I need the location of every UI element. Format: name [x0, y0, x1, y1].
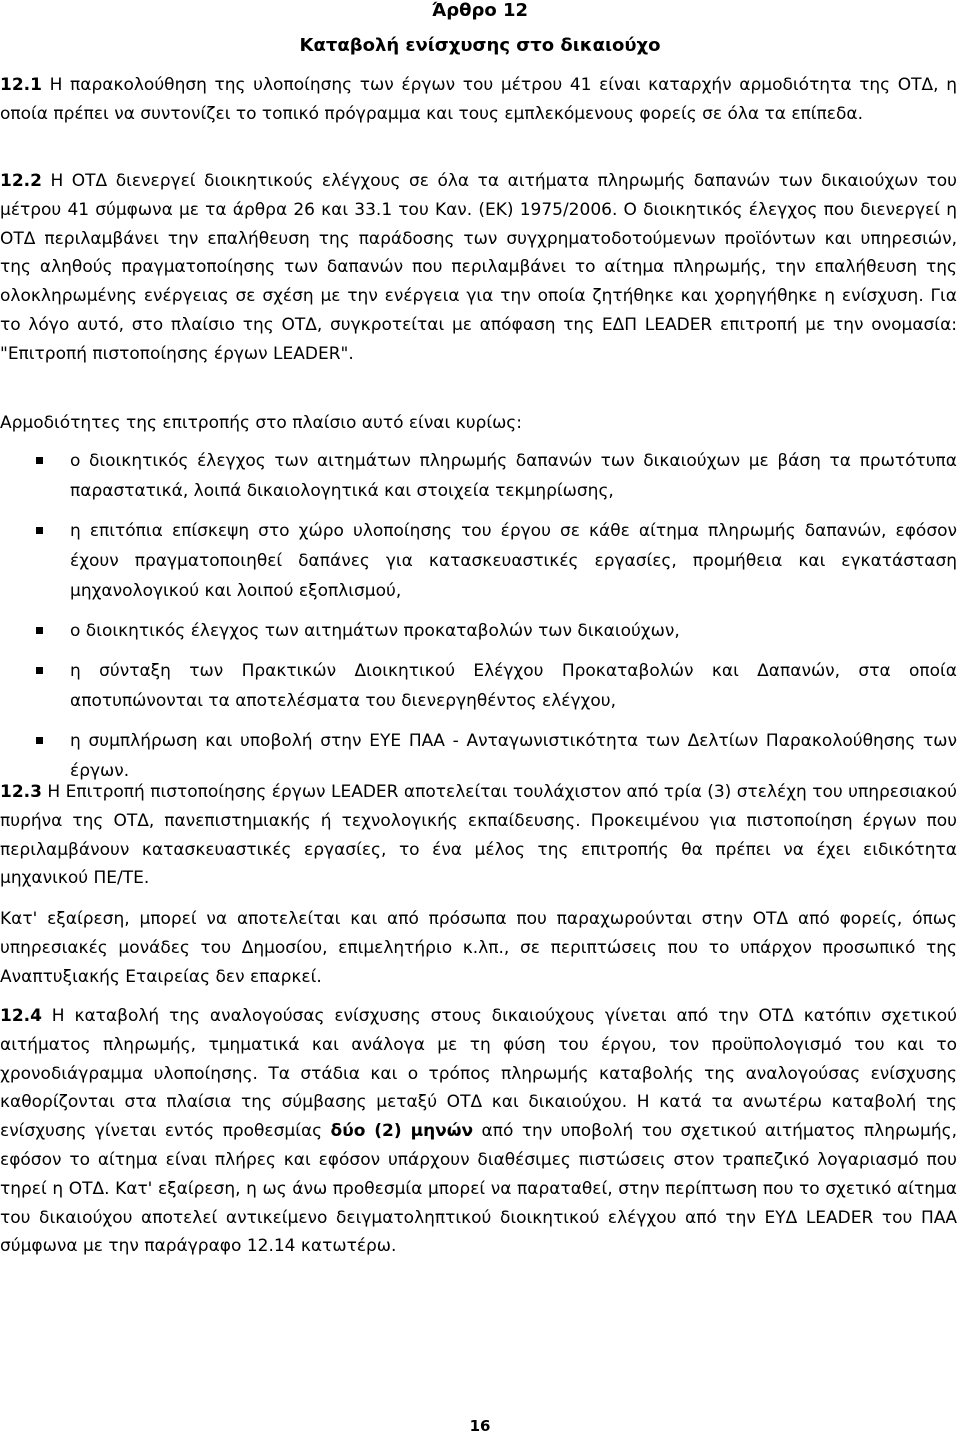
list-item: η σύνταξη των Πρακτικών Διοικητικού Ελέγχου Προκαταβολών και Δαπανών, στα οποία αποτυπώνονται τα αποτελέσματα του διενεργηθέντος ελέγχου,: [0, 656, 957, 716]
paragraph-text: Η Επιτροπή πιστοποίησης έργων LEADER αποτελείται τουλάχιστον από τρία (3) στελέχη του υπηρεσιακού πυρήνα της ΟΤΔ, πανεπιστημιακής ή τεχνολογικής εκπαίδευσης. Προκειμένου για πιστοποίηση έργων που περιλαμβάνουν κατασκευαστικές εργασίες, το ένα μέλος της επιτροπής θα πρέπει να έχει ειδικότητα μηχανικού ΠΕ/ΤΕ.: [0, 782, 957, 889]
article-subheading: Καταβολή ενίσχυσης στο δικαιούχο: [299, 35, 661, 56]
paragraph-text: από την υποβολή του σχετικού αιτήματος πληρωμής, εφόσον το αίτημα είναι πλήρες και εφόσον υπάρχουν διαθέσιμες πιστώσεις στον τραπεζικό λογαριασμό που τηρεί η ΟΤΔ. Κατ' εξαίρεση, η ως άνω προθεσμία μπορεί να παραταθεί, στην περίπτωση που το σχετικό αίτημα του δικαιούχου αποτελεί αντικείμενο δειγματοληπτικού διοικητικού ελέγχου από την ΕΥΔ LEADER του ΠΑΑ σύμφωνα με την παράγραφο 12.14 κατωτέρω.: [0, 1121, 958, 1257]
duties-intro: Αρμοδιότητες της επιτροπής στο πλαίσιο αυτό είναι κυρίως:: [0, 413, 523, 433]
bullet-square-icon: [36, 527, 43, 534]
duties-list: [0, 446, 957, 786]
paragraph-12-3: [0, 778, 957, 893]
paragraph-text: Η καταβολή της αναλογούσας ενίσχυσης στους δικαιούχους γίνεται από την ΟΤΔ κατόπιν σχετικού αιτήματος πληρωμής, τμηματικά και ανάλογα με τη φύση του έργου, τον προϋπολογισμό του και το χρονοδιάγραμμα υλοποίησης. Τα στάδια και ο τρόπος πληρωμής καταβολής της αναλογούσας ενίσχυσης καθορίζονται στα πλαίσια της σύμβασης μεταξύ ΟΤΔ και δικαιούχου. Η κατά τα ανωτέρω καταβολή της ενίσχυσης γίνεται εντός προθεσμίας: [0, 1006, 957, 1142]
page-number: 16: [469, 1417, 491, 1435]
bullet-square-icon: [36, 457, 43, 464]
paragraph-number: 12.2: [0, 171, 42, 191]
paragraph-number: 12.3: [0, 782, 42, 802]
bullet-square-icon: [36, 667, 43, 674]
list-item: ο διοικητικός έλεγχος των αιτημάτων πληρωμής δαπανών των δικαιούχων με βάση τα πρωτότυπα παραστατικά, λοιπά δικαιολογητικά και στοιχεία τεκμηρίωσης,: [0, 446, 957, 506]
list-item: η συμπλήρωση και υποβολή στην ΕΥΕ ΠΑΑ - Ανταγωνιστικότητα των Δελτίων Παρακολούθησης των έργων.: [0, 726, 957, 786]
paragraph-number: 12.4: [0, 1006, 42, 1026]
list-item: η επιτόπια επίσκεψη στο χώρο υλοποίησης του έργου σε κάθε αίτημα πληρωμής δαπανών, εφόσον έχουν πραγματοποιηθεί δαπάνες για κατασκευαστικές εργασίες, προμήθεια και εγκατάσταση μηχανολογικού και λοιπού εξοπλισμού,: [0, 516, 957, 606]
paragraph-12-2: [0, 167, 957, 369]
article-heading: Άρθρο 12: [431, 0, 529, 21]
bullet-square-icon: [36, 627, 43, 634]
paragraph-12-3-exception: Κατ' εξαίρεση, μπορεί να αποτελείται και από πρόσωπα που παραχωρούνται στην ΟΤΔ από φορείς, όπως υπηρεσιακές μονάδες του Δημοσίου, επιμελητήριο κ.λπ., σε περιπτώσεις που το υπάρχον προσωπικό της Αναπτυξιακής Εταιρείας δεν επαρκεί.: [0, 909, 957, 987]
deadline-emphasis: δύο (2) μηνών: [330, 1121, 474, 1142]
paragraph-12-1: [0, 71, 957, 129]
paragraph-text: Η ΟΤΔ διενεργεί διοικητικούς ελέγχους σε όλα τα αιτήματα πληρωμής δαπανών των δικαιούχων του μέτρου 41 σύμφωνα με τα άρθρα 26 και 33.1 του Καν. (ΕΚ) 1975/2006. Ο διοικητικός έλεγχος που διενεργεί η ΟΤΔ περιλαμβάνει την επαλήθευση της παράδοσης των συγχρηματοδοτούμενων προϊόντων και υπηρεσιών, της αληθούς πραγματοποίησης των δαπανών που περιλαμβάνει το αίτημα πληρωμής, την επαλήθευση της ολοκληρωμένης ενέργειας σε σχέση με την ενέργεια για την οποία ζητήθηκε και χορηγήθηκε η ενίσχυση. Για το λόγο αυτό, στο πλαίσιο της ΟΤΔ, συγκροτείται με απόφαση της ΕΔΠ LEADER επιτροπή με την ονομασία: "Επιτροπή πιστοποίησης έργων LEADER".: [0, 171, 957, 364]
list-item: ο διοικητικός έλεγχος των αιτημάτων προκαταβολών των δικαιούχων,: [0, 616, 957, 646]
paragraph-12-4: [0, 1002, 957, 1261]
paragraph-number: 12.1: [0, 75, 42, 95]
paragraph-text: Η παρακολούθηση της υλοποίησης των έργων του μέτρου 41 είναι καταρχήν αρμοδιότητα της ΟΤΔ, η οποία πρέπει να συντονίζει το τοπικό πρόγραμμα και τους εμπλεκόμενους φορείς σε όλα τα επίπεδα.: [0, 75, 957, 124]
bullet-square-icon: [36, 737, 43, 744]
